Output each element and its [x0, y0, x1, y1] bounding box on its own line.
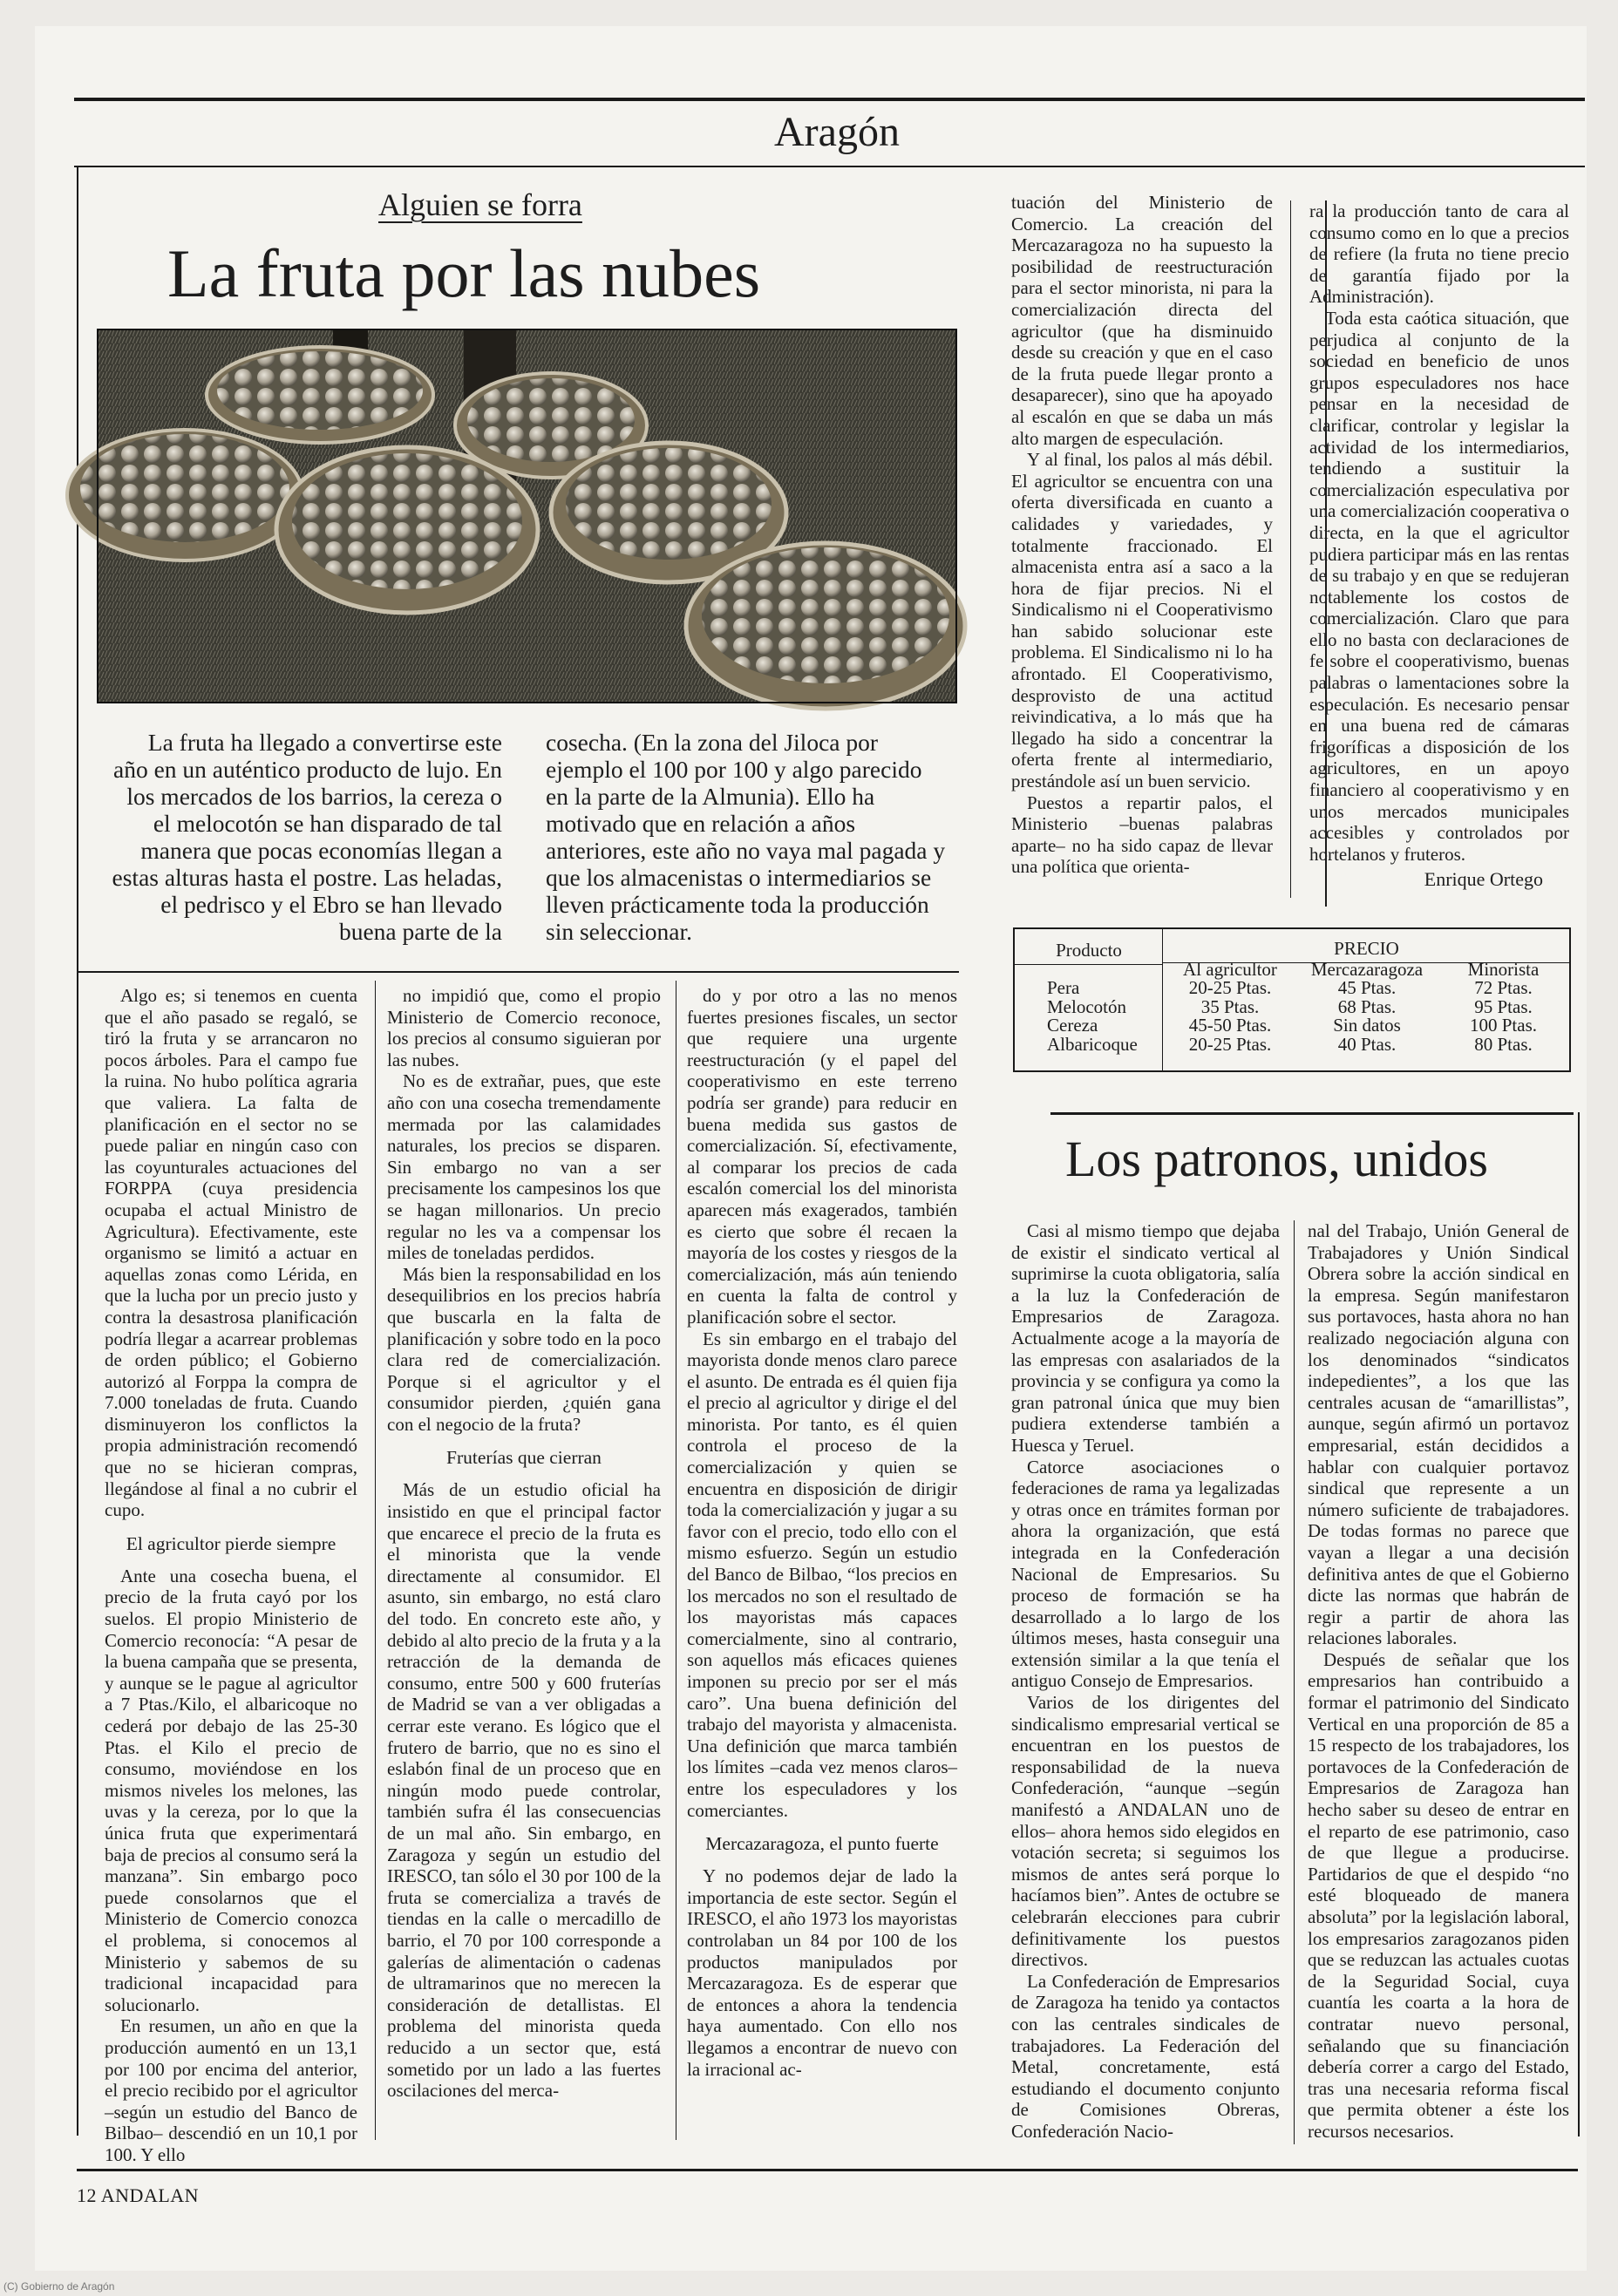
- article1-border-left: [77, 166, 78, 2136]
- subheading-fruterias: Fruterías que cierran: [446, 1447, 602, 1469]
- copyright-credit: (C) Gobierno de Aragón: [3, 2280, 115, 2293]
- article1-column-4: [1011, 192, 1273, 898]
- section-title: Aragón: [774, 109, 900, 155]
- article1-column-1: [105, 985, 357, 2165]
- table-product: Melocotón: [1047, 995, 1126, 1017]
- paragraph: Casi al mismo tiempo que dejaba de existir el sindicato vertical al suprimirse la cuota obligatoria, salía a la luz la Confederación de Empresarios de Zaragoza. Actualmente acoge a la mayoría de las empresas con asalariados de la provincia y se configura ya como la gran patronal única que muy bien pudiera extenderse también a Huesca y Teruel.: [1011, 1220, 1280, 1456]
- table-product-header: Producto: [1056, 940, 1122, 961]
- article2-headline: Los patronos, unidos: [1065, 1131, 1488, 1187]
- lead-rule: [77, 971, 959, 973]
- table-cell: 40 Ptas.: [1337, 1033, 1397, 1055]
- subheading-mercazaragoza: Mercazaragoza, el punto fuerte: [705, 1833, 939, 1855]
- table-cell: 45-50 Ptas.: [1188, 1015, 1272, 1036]
- table-product: Pera: [1047, 977, 1080, 998]
- article1-lead-right: cosecha. (En la zona del Jiloca por ejemplo el 100 por 100 y algo parecido en la parte de la Almunia). Ello ha motivado que en relación a años anteriores, este año no vaya mal pagada y que los almacenistas o intermediarios se lleven prácticamente toda la producción sin seleccionar.: [546, 729, 946, 945]
- table-cell: 100 Ptas.: [1469, 1015, 1537, 1036]
- paragraph: do y por otro a las no menos fuertes presiones fiscales, un sector que requiere una urgente reestructuración (y el papel del cooperativismo en este terreno podría ser grande) para reducir en buena medida sus gastos de comercialización. Sí, efectivamente, al comparar los precios de cada escalón comercial los del minorista aparecen más exagerados, también es cierto que sobre él recaen la mayoría de los costes y riesgos de la comercialización, más aún teniendo en cuenta la falta de control y planificación sobre el sector.: [687, 985, 957, 1328]
- top-rule: [74, 98, 1585, 101]
- column-divider: [1290, 200, 1291, 898]
- table-cell: 20-25 Ptas.: [1188, 1033, 1272, 1055]
- paragraph: Más bien la responsabilidad en los desequilibrios en los precios habría que buscarla en la falta de planificación y sobre todo en la poco clara red de comercialización. Porque si el agricultor y el consumidor pierden, ¿quién gana con el negocio de la fruta?: [387, 1263, 661, 1435]
- fruit-baskets-photo: [98, 329, 956, 703]
- table-border-bottom: [1013, 1070, 1571, 1072]
- paragraph: Puestos a repartir palos, el Ministerio –buenas palabras aparte– no ha sido capaz de llevar una política que orienta-: [1011, 791, 1273, 878]
- subheading-agricultor: El agricultor pierde siempre: [126, 1532, 337, 1554]
- article1-kicker: Alguien se forra: [378, 187, 582, 222]
- table-cell: 95 Ptas.: [1474, 995, 1533, 1017]
- column-divider: [375, 981, 376, 2140]
- paragraph: Es sin embargo en el trabajo del mayorista donde menos claro parece el asunto. De entrada es él quien fija el precio al agricultor y dirige el del minorista. Por tanto, es él quien controla el proceso de la comercialización y quien se encuentra en disposición de dirigir toda la comercialización y jugar a su favor con el precio, todo ello con el mismo esfuerzo. Según un estudio del Banco de Bilbao, “los precios en los mercados no son el resultado de los mayoristas más capaces comercialmente, sino al contrario, son aquellos más eficaces quienes imponen su precio por ser el más caro”. Una buena definición del trabajo del mayorista y almacenista. Una definición que marca también los límites –cada vez menos claros– entre los especuladores y los comerciantes.: [687, 1328, 957, 1821]
- paragraph: La Confederación de Empresarios de Zaragoza ha tenido ya contactos con las centrales sindicales de trabajadores. La Federación del Metal, concretamente, está estudiando el documento conjunto de Comisiones Obreras, Confederación Nacio-: [1011, 1970, 1280, 2142]
- paragraph: Y al final, los palos al más débil. El agricultor se encuentra con una oferta diversificada en cuanto a calidades y variedades, y totalmente fraccionado. El almacenista entra así a saco a la hora de fijar precios. Ni el Sindicalismo ni el Cooperativismo han sabido solucionar este problema. El Sindicalismo ni lo ha afrontado. El Cooperativismo, desprovisto de una actitud reivindicativa, a lo más que ha llegado ha sido a concentrar la oferta frente al intermediario, prestándole así un buen servicio.: [1011, 449, 1273, 792]
- paragraph: Ante una cosecha buena, el precio de la fruta cayó por los suelos. El propio Ministerio de Comercio reconocía: “A pesar de la buena campaña que se presenta, y aunque se le pague al agricultor a 7 Ptas./Kilo, el albaricoque no cederá por debajo de las 25-30 Ptas. el Kilo el precio de consumo, moviéndose en los mismos niveles los melones, las uvas y la cereza, por lo que la única fruta que experimentará baja de precios al consumo será la manzana”. Sin embargo poco puede consolarnos que el Ministerio de Comercio conozca el problema, si conocemos al Ministerio y sabemos de su tradicional incapacidad para solucionarlo.: [105, 1565, 357, 2015]
- article2-column-a: [1011, 1220, 1280, 2162]
- paragraph: En resumen, un año en que la producción aumentó en un 13,1 por 100 por encima del anterior, el precio recibido por el agricultor –según un estudio del Banco de Bilbao– descendió en un 10,1 por 100. Y ello: [105, 2015, 357, 2165]
- table-cell: 20-25 Ptas.: [1188, 977, 1272, 998]
- table-cell: 35 Ptas.: [1200, 995, 1260, 1017]
- article2-top-rule: [1050, 1112, 1574, 1115]
- table-col-header: Minorista: [1467, 958, 1540, 980]
- paragraph: nal del Trabajo, Unión General de Trabajadores y Unión Sindical Obrera sobre la acción sindical en la empresa. Según manifestaron sus portavoces, hasta ahora no han realizado negociación alguna con los denominados “sindicatos indepedientes”, a los que las centrales acusan de “amarillistas”, aunque, según afirmó un portavoz empresarial, están decididos a hablar con cualquier portavoz sindical que represente a un número suficiente de trabajadores. De todas formas no parece que vayan a llegar a una decisión definitiva antes de que el Gobierno dicte las normas que habrán de regir a partir de ahora las relaciones laborales.: [1308, 1220, 1569, 1649]
- table-product: Albaricoque: [1047, 1033, 1138, 1055]
- article1-column-2: [387, 985, 661, 2153]
- table-product: Cereza: [1047, 1015, 1098, 1036]
- column-divider: [1294, 1220, 1295, 2144]
- table-col-header: Mercazaragoza: [1310, 958, 1424, 980]
- table-cell: 80 Ptas.: [1474, 1033, 1533, 1055]
- page-footer: 12 ANDALAN: [77, 2184, 200, 2206]
- table-cell: 45 Ptas.: [1337, 977, 1397, 998]
- paragraph: Varios de los dirigentes del sindicalismo empresarial vertical se encuentran en los puestos de responsabilidad de la nueva Confederación, “aunque –según manifestó a ANDALAN uno de ellos– ahora hemos sido elegidos en votación secreta; si seguimos los mismos de antes será porque lo hacíamos bien”. Antes de octubre se celebrarán elecciones para cubrir definitivamente los puestos directivos.: [1011, 1692, 1280, 1971]
- article1-column-3: [687, 985, 957, 2153]
- article1-byline: Enrique Ortego: [1424, 868, 1543, 890]
- table-cell: 68 Ptas.: [1337, 995, 1397, 1017]
- table-cell-empty: [1014, 961, 1164, 980]
- table-price-header: PRECIO: [1334, 938, 1399, 959]
- paragraph: Más de un estudio oficial ha insistido en que el principal factor que encarece el precio de la fruta es el minorista que la vende directamente al consumidor. El asunto, sin embargo, no está claro del todo. En concreto este año, y debido al alto precio de la fruta y a la retracción de la demanda de consumo, entre 500 y 600 fruterías de Madrid se van a ver obligadas a cerrar este verano. Es lógico que el frutero de barrio, que no es sino el eslabón final de un proceso que en ningún modo puede controlar, también sufra él las consecuencias de un mal año. Sin embargo, en Zaragoza y según un estudio del IRESCO, tan sólo el 30 por 100 de la fruta se comercializa a través de tiendas en la calle o mercadillo de barrio, el 70 por 100 corresponde a galerías de alimentación o cadenas de ultramarinos que no merecen la consideración de detallistas. El problema del minorista queda reducido a un sector que, está sometido por un lado a las fuertes oscilaciones del merca-: [387, 1479, 661, 2102]
- paragraph: No es de extrañar, pues, que este año con una cosecha tremendamente mermada por las calamidades naturales, los precios se disparen. Sin embargo no van a ser precisamente los campesinos los que se hagan millonarios. Un precio regular no les va a compensar los miles de toneladas perdidos.: [387, 1070, 661, 1264]
- article1-lead-left: La fruta ha llegado a convertirse este año en un auténtico producto de lujo. En los mercados de los barrios, la cereza o el melocotón se han disparado de tal manera que pocas economías llegan a estas alturas hasta el postre. Las heladas, el pedrisco y el Ebro se han llevado buena parte de la: [112, 729, 502, 945]
- paragraph: Algo es; si tenemos en cuenta que el año pasado se regaló, se tiró la fruta y se arrancaron no pocos árboles. Para el campo fue la ruina. No hubo política agraria que valiera. La falta de planificación en el sector no se puede paliar en ningún caso con las coyunturales actuaciones del FORPPA (cuya presidencia ocupaba el actual Ministro de Agricultura). Efectivamente, este organismo se limitó a actuar en aquellas zonas como Lérida, en que la lucha por un precio justo y contra la desastrosa planificación podría llegar a acarrear problemas de orden público; el Gobierno autorizó al Forppa la compra de 7.000 toneladas de fruta. Cuando disminuyeron los conflictos la propia administración recomendó que no se hicieran compras, llegándose al final a no cubrir el cupo.: [105, 985, 357, 1521]
- paragraph: tuación del Ministerio de Comercio. La creación del Mercazaragoza no ha supuesto la posibilidad de reestructuración para el sector minorista, ni para la comercialización directa del agricultor (que ha disminuido desde su creación y que en el caso de la fruta puede llegar pronto a desaparecer), sino que ha apoyado al escalón en que se daba un más alto margen de especulación.: [1011, 192, 1273, 449]
- section-rule: [74, 166, 1585, 167]
- paragraph: Y no podemos dejar de lado la importancia de este sector. Según el IRESCO, el año 1973 los mayoristas controlaban un 84 por 100 de los productos manipulados por Mercazaragoza. Es de esperar que de entonces a ahora la tendencia haya aumentado. Con ello nos llegamos a encontrar de nuevo con la irracional ac-: [687, 1865, 957, 2080]
- table-col-header: Al agricultor: [1183, 958, 1277, 980]
- paragraph: Después de señalar que los empresarios han contribuido a formar el patrimonio del Sindicato Vertical en una proporción de 85 a 15 respecto de los trabajadores, los portavoces de la Confederación de Empresarios de Zaragoza han hecho saber su deseo de entrar en el reparto de ese patrimonio, caso de que llegue a producirse. Partidarios de que el despido “no esté bloqueado de manera absoluta” por la legislación laboral, los empresarios zaragozanos piden que se reduzcan las actuales cuotas de la Seguridad Social, cuya cuantía les coarta a la hora de contratar nuevo personal, señalando que su financiación debería correr a cargo del Estado, tras una necesaria reforma fiscal que permita obtener a éste los recursos necesarios.: [1308, 1648, 1569, 2142]
- article2-border-right: [1578, 1112, 1580, 2136]
- price-table: [1014, 929, 1569, 1054]
- table-cell: 72 Ptas.: [1474, 977, 1533, 998]
- paragraph: Toda esta caótica situación, que perjudica al conjunto de la sociedad en beneficio de unos grupos especuladores nos hace pensar en la necesidad de clarificar, controlar y legislar la actividad de los intermediarios, tendiendo a sustituir la comercialización especulativa por una comercialización cooperativa o directa, en la que el agricultor pudiera participar más en las rentas de su trabajo y en que se redujeran notablemente los costos de comercialización. Claro que para ello no basta con declaraciones de fe sobre el cooperativismo, buenas palabras o lamentaciones sobre la especulación. Es necesario pensar en una buena red de cámaras frigoríficas a disposición de los agricultores, en un apoyo financiero al cooperativismo y en unos mercados municipales accesibles y controlados por hortelanos y fruteros.: [1309, 307, 1569, 865]
- paragraph: Catorce asociaciones o federaciones de rama ya legalizadas y otras once en trámites forman por ahora la organización, que está integrada en la Confederación Nacional de Empresarios. Su proceso de formación se ha desarrollado a lo largo de los últimos meses, hasta conseguir una extensión similar a la que tenía el antiguo Consejo de Empresarios.: [1011, 1456, 1280, 1692]
- bottom-rule: [77, 2169, 1578, 2171]
- table-cell: Sin datos: [1333, 1015, 1401, 1036]
- paragraph: ra la producción tanto de cara al consumo como en lo que a precios de refiere (la fruta no tiene precio de garantía fijado por la Administración).: [1309, 200, 1569, 308]
- fruit-baskets-image: [98, 329, 956, 703]
- article2-column-b: [1308, 1220, 1569, 2162]
- article1-headline: La fruta por las nubes: [167, 235, 761, 311]
- table-border-right: [1569, 927, 1571, 1072]
- article1-column-5: [1309, 200, 1569, 863]
- paragraph: no impidió que, como el propio Ministerio de Comercio reconoce, los precios al consumo siguieran por las nubes.: [387, 985, 661, 1070]
